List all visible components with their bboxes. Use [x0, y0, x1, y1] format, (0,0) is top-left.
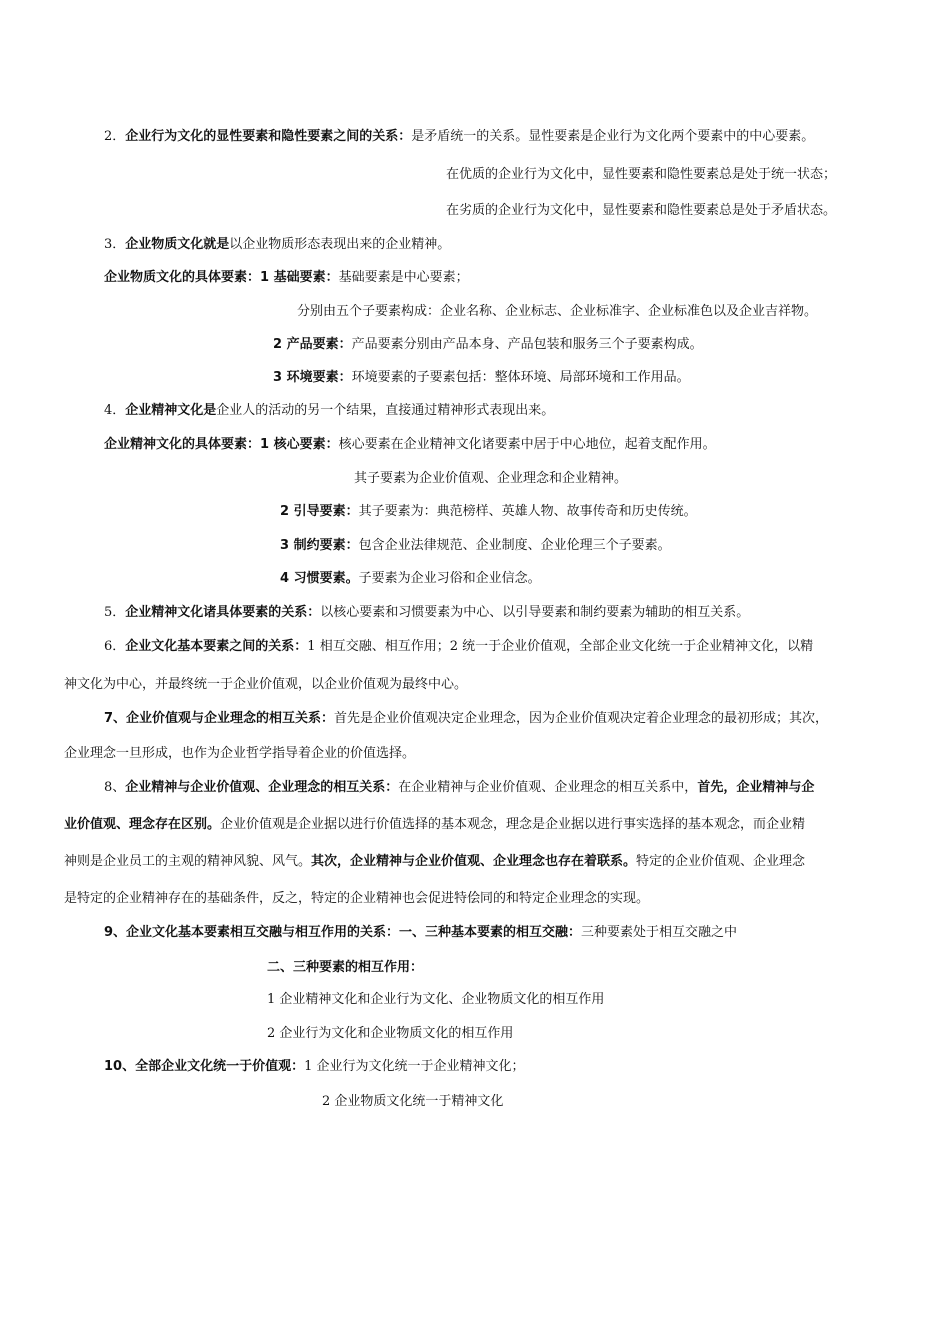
- item-7-continuation: [64, 745, 415, 763]
- item-text: 在优质的企业行为文化中，显性要素和隐性要素总是处于统一状态；: [446, 167, 837, 182]
- item-9-sub-heading: [267, 959, 423, 977]
- item-text: 分别由五个子要素构成：企业名称、企业标志、企业标准字、企业标准色以及企业吉祥物。: [297, 304, 818, 319]
- item-heading: 企业物质文化就是: [125, 237, 230, 252]
- item-text: 企业人的活动的另一个结果，直接通过精神形式表现出来。: [216, 403, 555, 418]
- item-text: 是矛盾统一的关系。显性要素是企业行为文化两个要素中的中心要素。: [411, 129, 815, 144]
- material-elements-line: [104, 269, 469, 287]
- habit-element-line: [280, 570, 541, 588]
- item-8-continuation-1: [64, 816, 805, 834]
- item-7-line: [104, 710, 828, 728]
- item-heading: 7、企业价值观与企业理念的相互关系：: [104, 711, 335, 726]
- item-text: 首先是企业价值观决定企业理念，因为企业价值观决定着企业理念的最初形成；其次，: [334, 711, 829, 726]
- item-number: 3．: [104, 237, 126, 252]
- item-heading: 9、企业文化基本要素相互交融与相互作用的关系：一、三种基本要素的相互交融：: [104, 925, 582, 940]
- item-text: 2 企业行为文化和企业物质文化的相互作用: [267, 1026, 514, 1041]
- item-heading: 企业精神文化是: [125, 403, 217, 418]
- item-6-continuation: [64, 676, 467, 694]
- item-2-sub-2: [446, 202, 836, 220]
- item-heading: 企业行为文化的显性要素和隐性要素之间的关系：: [125, 129, 412, 144]
- item-5-line: [104, 604, 749, 622]
- item-emphasis: 业价值观、理念存在区别。: [64, 817, 221, 832]
- item-number: 4．: [104, 403, 126, 418]
- item-text: 企业理念一旦形成，也作为企业哲学指导着企业的价值选择。: [64, 746, 416, 761]
- item-text: 其子要素为：典范榜样、英雄人物、故事传奇和历史传统。: [358, 504, 697, 519]
- item-9-sub-2: [267, 1025, 513, 1043]
- item-2-line: [104, 128, 814, 146]
- item-8-continuation-2: [64, 853, 805, 871]
- item-text: 在企业精神与企业价值观、企业理念的相互关系中，: [398, 780, 698, 795]
- spirit-elements-sub: [354, 470, 627, 488]
- item-3-line: [104, 236, 450, 254]
- item-heading: 企业精神文化的具体要素：1 核心要素：: [104, 437, 339, 452]
- item-9-sub-1: [267, 991, 604, 1009]
- item-10-line: [104, 1058, 525, 1076]
- item-heading: 4 习惯要素。: [280, 571, 359, 586]
- item-text: 三种要素处于相互交融之中: [581, 925, 738, 940]
- item-2-sub-1: [446, 166, 836, 184]
- item-text: 1 相互交融、相互作用；2 统一于企业价值观，全部企业文化统一于企业精神文化，以精: [307, 639, 814, 654]
- item-9-line: [104, 924, 737, 942]
- item-text: 企业价值观是企业据以进行价值选择的基本观念，理念是企业据以进行事实选择的基本观念，而企业精: [220, 817, 806, 832]
- item-4-line: [104, 402, 554, 420]
- item-emphasis: 首先，企业精神与企: [697, 780, 815, 795]
- item-text: 核心要素在企业精神文化诸要素中居于中心地位，起着支配作用。: [338, 437, 716, 452]
- item-text: 神文化为中心，并最终统一于企业价值观，以企业价值观为最终中心。: [64, 677, 468, 692]
- item-text: 在劣质的企业行为文化中，显性要素和隐性要素总是处于矛盾状态。: [446, 203, 837, 218]
- item-10-sub: [322, 1093, 503, 1111]
- item-number: 8、: [104, 780, 126, 795]
- guide-element-line: [280, 503, 697, 521]
- item-number: 2．: [104, 129, 126, 144]
- item-text: 其子要素为企业价值观、企业理念和企业精神。: [354, 471, 628, 486]
- item-text: 1 企业行为文化统一于企业精神文化；: [304, 1059, 525, 1074]
- item-heading: 2 产品要素：: [273, 337, 352, 352]
- item-heading: 3 环境要素：: [273, 370, 352, 385]
- item-emphasis: 其次，企业精神与企业价值观、企业理念也存在着联系。: [311, 854, 637, 869]
- item-text: 2 企业物质文化统一于精神文化: [322, 1094, 504, 1109]
- item-6-line: [104, 638, 813, 656]
- material-elements-sub: [297, 303, 817, 321]
- item-heading: 企业物质文化的具体要素：1 基础要素：: [104, 270, 339, 285]
- item-heading: 3 制约要素：: [280, 538, 359, 553]
- item-heading: 企业文化基本要素之间的关系：: [125, 639, 308, 654]
- item-heading: 二、三种要素的相互作用：: [267, 960, 424, 975]
- product-element-line: [273, 336, 703, 354]
- item-text: 1 企业精神文化和企业行为文化、企业物质文化的相互作用: [267, 992, 605, 1007]
- item-number: 5．: [104, 605, 126, 620]
- item-heading: 企业精神与企业价值观、企业理念的相互关系：: [125, 780, 399, 795]
- item-text: 包含企业法律规范、企业制度、企业伦理三个子要素。: [358, 538, 671, 553]
- item-text: 神则是企业员工的主观的精神风貌、风气。: [64, 854, 312, 869]
- item-text: 基础要素是中心要素；: [338, 270, 469, 285]
- item-number: 6．: [104, 639, 126, 654]
- item-heading: 企业精神文化诸具体要素的关系：: [125, 605, 321, 620]
- item-heading: 2 引导要素：: [280, 504, 359, 519]
- item-text: 子要素为企业习俗和企业信念。: [358, 571, 541, 586]
- item-text: 环境要素的子要素包括：整体环境、局部环境和工作用品。: [351, 370, 690, 385]
- item-text: 特定的企业价值观、企业理念: [636, 854, 806, 869]
- item-text: 以核心要素和习惯要素为中心、以引导要素和制约要素为辅助的相互关系。: [320, 605, 750, 620]
- constraint-element-line: [280, 537, 671, 555]
- item-text: 是特定的企业精神存在的基础条件，反之，特定的企业精神也会促进特侩同的和特定企业理念的实现。: [64, 891, 650, 906]
- spirit-elements-line: [104, 436, 716, 454]
- item-text: 产品要素分别由产品本身、产品包装和服务三个子要素构成。: [351, 337, 703, 352]
- item-text: 以企业物质形态表现出来的企业精神。: [229, 237, 451, 252]
- environment-element-line: [273, 369, 690, 387]
- item-8-continuation-3: [64, 890, 649, 908]
- item-heading: 10、全部企业文化统一于价值观：: [104, 1059, 305, 1074]
- item-8-line: [104, 779, 814, 797]
